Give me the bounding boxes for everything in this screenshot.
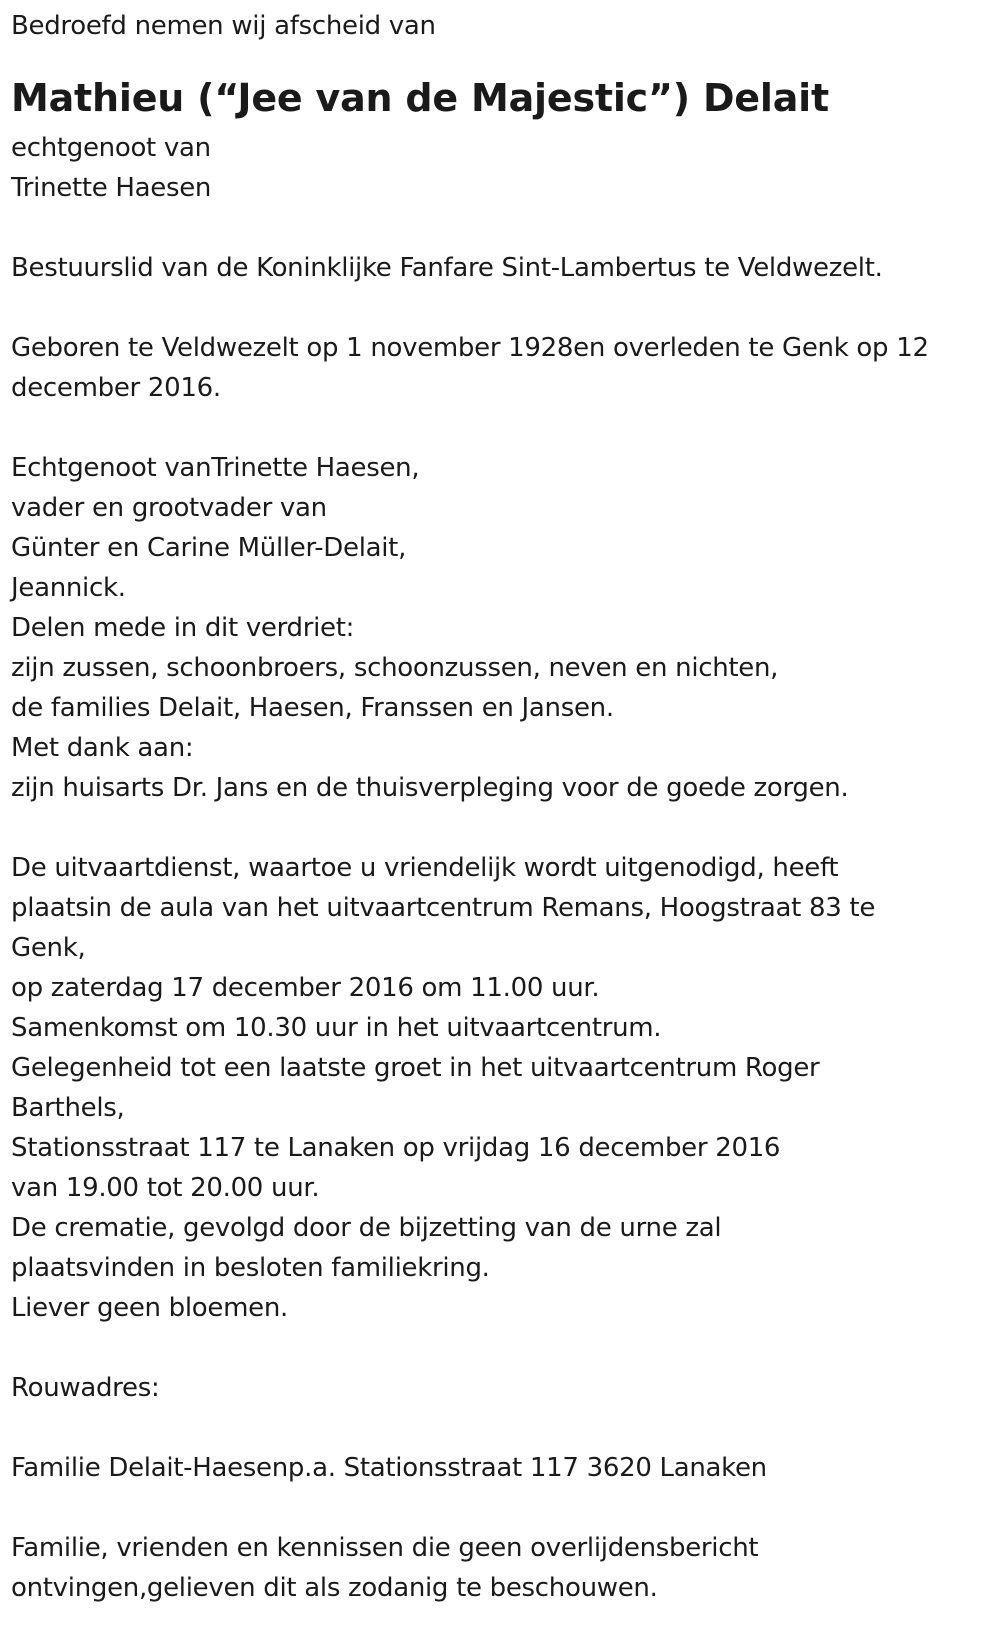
spouse-label: echtgenoot van <box>11 133 211 163</box>
spacer <box>11 1408 986 1448</box>
family-line: de families Delait, Haesen, Franssen en Jansen. <box>11 693 614 723</box>
spacer <box>11 808 986 848</box>
family-line: Delen mede in dit verdriet: <box>11 613 355 643</box>
service-line: van 19.00 tot 20.00 uur. <box>11 1173 320 1203</box>
obituary-notice <box>11 6 986 1608</box>
service-line: Stationsstraat 117 te Lanaken op vrijdag 16 december 2016 <box>11 1133 781 1163</box>
spacer <box>11 288 986 328</box>
service-line: Genk, <box>11 933 86 963</box>
family-line: Günter en Carine Müller-Delait, <box>11 533 407 563</box>
spacer <box>11 46 986 68</box>
service-line: Liever geen bloemen. <box>11 1293 288 1323</box>
family-line: zijn zussen, schoonbroers, schoonzussen, neven en nichten, <box>11 653 779 683</box>
closing-line: Familie, vrienden en kennissen die geen overlijdensbericht <box>11 1533 759 1563</box>
family-line: zijn huisarts Dr. Jans en de thuisverpleging voor de goede zorgen. <box>11 773 849 803</box>
service-line: plaatsin de aula van het uitvaartcentrum Remans, Hoogstraat 83 te <box>11 893 876 923</box>
intro-text: Bedroefd nemen wij afscheid van <box>11 11 436 41</box>
spacer <box>11 408 986 448</box>
service-line: Barthels, <box>11 1093 125 1123</box>
birth-death-line: december 2016. <box>11 373 221 403</box>
birth-death-line: Geboren te Veldwezelt op 1 november 1928en overleden te Genk op 12 <box>11 333 929 363</box>
spacer <box>11 1328 986 1368</box>
service-line: Samenkomst om 10.30 uur in het uitvaartcentrum. <box>11 1013 662 1043</box>
service-line: De crematie, gevolgd door de bijzetting van de urne zal <box>11 1213 722 1243</box>
spouse-name: Trinette Haesen <box>11 173 212 203</box>
service-line: op zaterdag 17 december 2016 om 11.00 uur. <box>11 973 600 1003</box>
closing-line: ontvingen,gelieven dit als zodanig te beschouwen. <box>11 1573 658 1603</box>
family-line: vader en grootvader van <box>11 493 327 523</box>
spacer <box>11 1488 986 1528</box>
service-line: Gelegenheid tot een laatste groet in het uitvaartcentrum Roger <box>11 1053 820 1083</box>
address-text: Familie Delait-Haesenp.a. Stationsstraat 117 3620 Lanaken <box>11 1453 767 1483</box>
role-text: Bestuurslid van de Koninklijke Fanfare Sint-Lambertus te Veldwezelt. <box>11 253 883 283</box>
deceased-name: Mathieu (“Jee van de Majestic”) Delait <box>11 76 829 120</box>
service-line: plaatsvinden in besloten familiekring. <box>11 1253 490 1283</box>
family-line: Jeannick. <box>11 573 126 603</box>
spacer <box>11 208 986 248</box>
address-label: Rouwadres: <box>11 1373 160 1403</box>
family-line: Met dank aan: <box>11 733 194 763</box>
family-line: Echtgenoot vanTrinette Haesen, <box>11 453 420 483</box>
service-line: De uitvaartdienst, waartoe u vriendelijk wordt uitgenodigd, heeft <box>11 853 839 883</box>
